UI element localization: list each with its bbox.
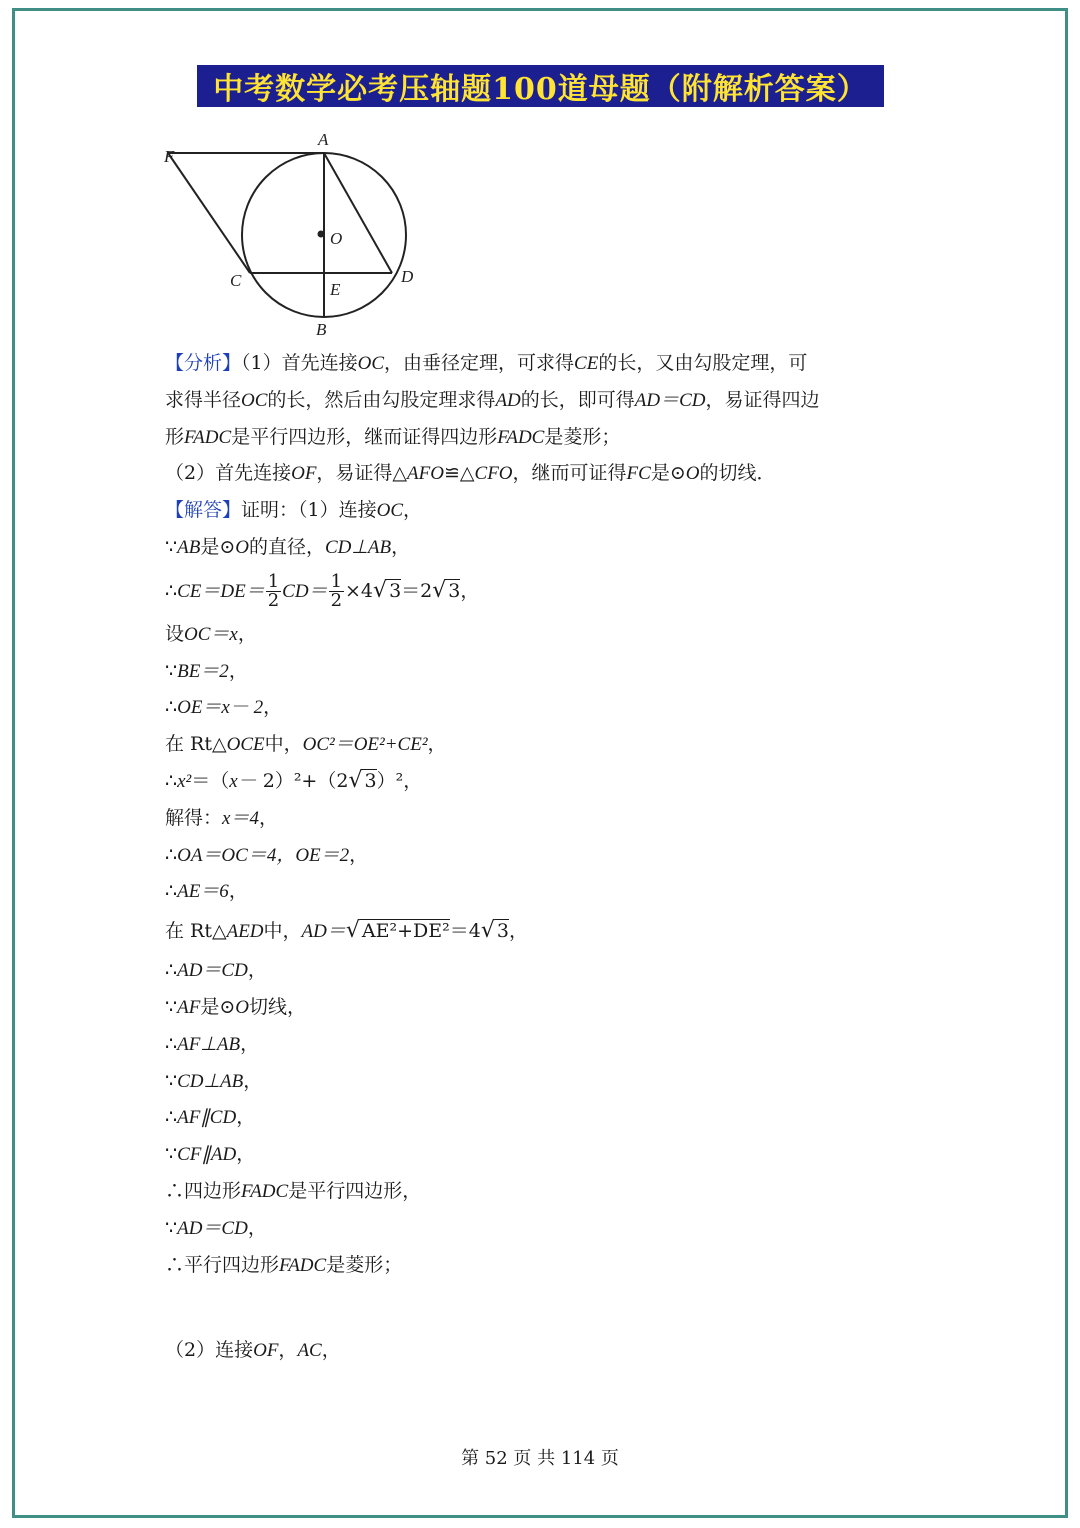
answer-line-6: ∴OE＝x－ 2， <box>165 696 283 719</box>
answer-line-14: ∵AF是⊙O切线， <box>165 995 306 1018</box>
answer-line-7: 在 Rt△OCE中，OC²＝OE²+CE²， <box>165 733 447 756</box>
page-footer: 第 52 页 共 114 页 <box>461 1448 619 1469</box>
fraction-half: $\frac{1}{2}$ <box>330 571 343 612</box>
answer-line-13: ∴AD＝CD， <box>165 959 267 982</box>
analysis-line-4: （2）首先连接OF，易证得△AFO≌△CFO，继而可证得FC是⊙O的切线． <box>165 462 776 485</box>
answer-line-12: 在 Rt△AED中，AD＝√ AE²+DE²＝4√ 3， <box>165 918 528 944</box>
label-b: B <box>316 320 327 339</box>
analysis-line-3: 形FADC是平行四边形，继而证得四边形FADC是菱形； <box>165 425 621 448</box>
geometry-figure <box>150 125 440 350</box>
label-e: E <box>330 280 341 299</box>
label-c: C <box>230 271 242 290</box>
answer-line-1: 【解答】证明：（1）连接OC， <box>165 499 423 522</box>
page-title: 中考数学必考压轴题100道母题（附解析答案） <box>197 65 884 107</box>
answer-line-10: ∴OA＝OC＝4，OE＝2， <box>165 843 369 866</box>
line-ad <box>324 153 392 273</box>
label-d: D <box>401 267 414 286</box>
label-a: A <box>318 130 329 149</box>
answer-line-19: ∴四边形FADC是平行四边形， <box>165 1179 422 1202</box>
answer-line-8: ∴x²＝（x－ 2）²+（2√ 3）²， <box>165 767 423 793</box>
answer-line-20: ∵AD＝CD， <box>165 1216 267 1239</box>
answer-line-2: ∵AB是⊙O的直径，CD⊥AB， <box>165 535 411 558</box>
answer-line-9: 解得：x＝4， <box>165 806 278 829</box>
answer-line-17: ∴AF∥CD， <box>165 1106 256 1129</box>
answer-line-4: 设OC＝x， <box>165 622 257 645</box>
solution-text <box>165 345 925 1369</box>
answer-line-18: ∵CF∥AD， <box>165 1143 256 1166</box>
fraction-half: $\frac{1}{2}$ <box>267 571 280 612</box>
answer-line-11: ∴AE＝6， <box>165 880 248 903</box>
answer-line-15: ∴AF⊥AB， <box>165 1032 260 1055</box>
answer-line-22: （2）连接OF，AC， <box>165 1339 341 1362</box>
label-f: F <box>164 147 175 166</box>
line-fc <box>168 153 250 273</box>
analysis-line-1: 【分析】（1）首先连接OC，由垂径定理，可求得CE的长，又由勾股定理，可 <box>165 352 808 374</box>
label-o: O <box>330 229 343 248</box>
center-point <box>318 231 325 238</box>
answer-line-21: ∴平行四边形FADC是菱形； <box>165 1253 403 1276</box>
answer-line-5: ∵BE＝2， <box>165 659 248 682</box>
answer-line-16: ∵CD⊥AB， <box>165 1069 263 1092</box>
answer-line-3: ∴CE＝DE＝ $\frac{1}{2}$ CD＝ $\frac{1}{2}$ ×4√ 3＝2√ 3， <box>165 571 480 612</box>
analysis-line-2: 求得半径OC的长，然后由勾股定理求得AD的长，即可得AD＝CD，易证得四边 <box>165 388 820 411</box>
